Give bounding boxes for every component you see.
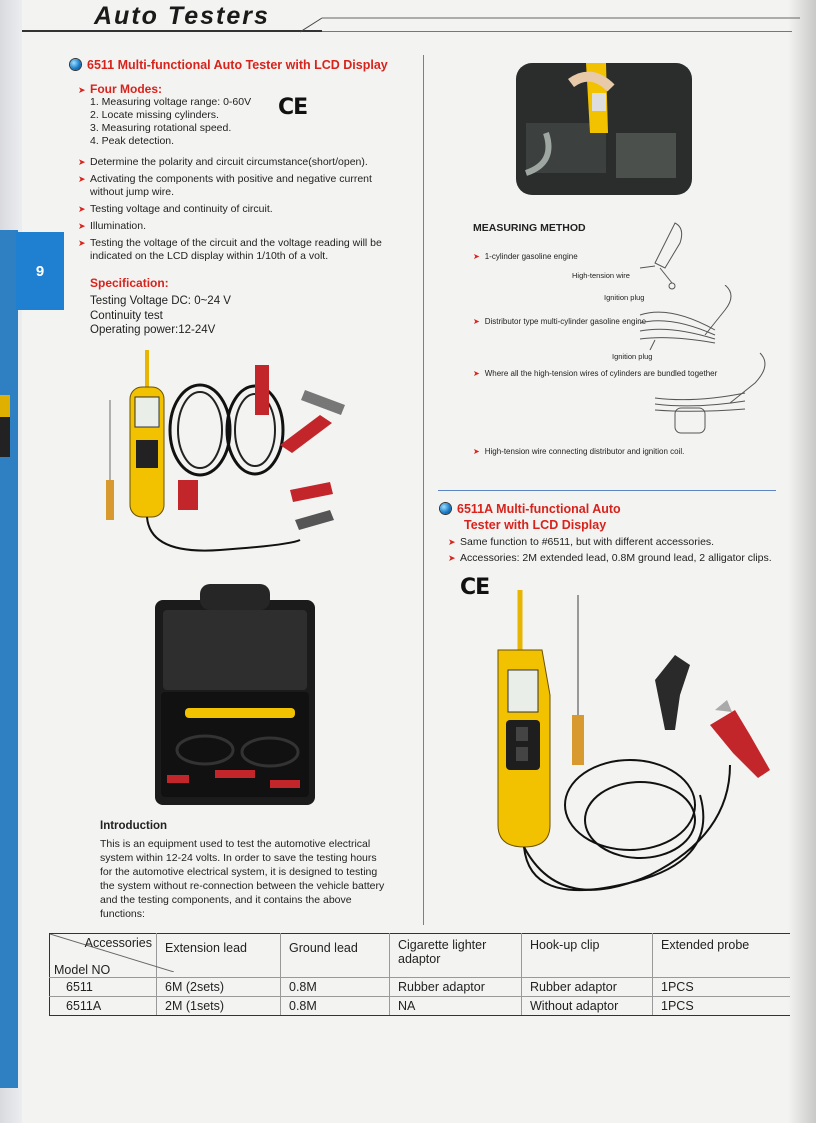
diagram-bundled-wires bbox=[650, 348, 775, 438]
product-6511a-title-line1: 6511A Multi-functional Auto bbox=[457, 502, 621, 516]
table-cell: 1PCS bbox=[653, 997, 791, 1016]
column-divider bbox=[423, 55, 424, 925]
triangle-bullet-icon: ➤ bbox=[78, 174, 86, 184]
feature-text: Illumination. bbox=[90, 220, 147, 232]
blue-dot-icon bbox=[70, 59, 81, 70]
table-cell: Without adaptor bbox=[522, 997, 653, 1016]
intro-text bbox=[100, 837, 384, 921]
method-text: 1-cylinder gasoline engine bbox=[484, 252, 578, 261]
product-6511a-title-line2: Tester with LCD Display bbox=[464, 518, 607, 532]
bullet-text: Accessories: 2M extended lead, 0.8M ground lead, 2 alligator clips. bbox=[460, 552, 772, 564]
feature-text: Testing voltage and continuity of circuit. bbox=[90, 203, 273, 215]
header-cell: Ground lead bbox=[281, 934, 390, 978]
table-cell: 0.8M bbox=[281, 997, 390, 1016]
bullet-item bbox=[448, 536, 772, 549]
section-divider bbox=[438, 490, 776, 491]
header-cell: Extended probe bbox=[653, 934, 791, 978]
intro-heading: Introduction bbox=[100, 820, 168, 832]
carry-case-photo bbox=[145, 580, 325, 810]
feature-item bbox=[78, 237, 408, 263]
intro-line: system within 12-24 volts. In order to save the testing hours bbox=[100, 852, 377, 864]
spec-line: Testing Voltage DC: 0~24 V bbox=[90, 295, 231, 307]
table-row bbox=[50, 978, 791, 997]
triangle-bullet-icon: ➤ bbox=[473, 252, 480, 261]
table-cell: 2M (1sets) bbox=[157, 997, 281, 1016]
header-cell: Cigarette lighter adaptor bbox=[390, 934, 522, 978]
triangle-bullet-icon: ➤ bbox=[473, 317, 480, 326]
tester-6511-photo bbox=[100, 345, 360, 570]
ce-mark: CE bbox=[278, 95, 308, 120]
triangle-bullet-icon: ➤ bbox=[78, 238, 86, 248]
intro-line: for the automotive electrical system, it is designed to testing bbox=[100, 866, 378, 878]
intro-line: and the testing components, and it contains the above bbox=[100, 894, 352, 906]
intro-line: functions: bbox=[100, 908, 145, 920]
measuring-method-heading: MEASURING METHOD bbox=[473, 222, 586, 234]
table-corner-cell bbox=[50, 934, 157, 978]
label-high-tension-wire: High-tension wire bbox=[572, 271, 630, 280]
table-cell: NA bbox=[390, 997, 522, 1016]
intro-line: the system without re-connection between the vehicle battery bbox=[100, 880, 385, 892]
product-6511-title: 6511 Multi-functional Auto Tester with LCD Display bbox=[87, 58, 388, 72]
spec-line: Continuity test bbox=[90, 309, 163, 322]
page-fold-shadow bbox=[788, 0, 816, 1123]
blue-dot-icon bbox=[440, 503, 451, 514]
corner-top-label: Accessories bbox=[84, 936, 152, 950]
table-cell: 6511A bbox=[50, 997, 157, 1016]
ce-mark: CE bbox=[460, 575, 490, 600]
feature-item bbox=[78, 203, 408, 216]
method-item bbox=[473, 252, 578, 261]
product-6511a-heading bbox=[440, 500, 621, 532]
table-cell: 6M (2sets) bbox=[157, 978, 281, 997]
page-number-tab: 9 bbox=[16, 232, 64, 310]
triangle-bullet-icon: ➤ bbox=[448, 537, 456, 547]
bullet-item bbox=[448, 552, 772, 565]
table-header-row bbox=[50, 934, 791, 978]
bullet-text: Same function to #6511, but with different accessories. bbox=[460, 536, 715, 548]
mode-item: 3. Measuring rotational speed. bbox=[90, 122, 232, 134]
feature-item bbox=[78, 220, 408, 233]
product-6511-heading bbox=[70, 56, 388, 74]
table-cell: 6511 bbox=[50, 978, 157, 997]
modes-list bbox=[90, 96, 251, 148]
engine-bay-photo bbox=[516, 63, 692, 195]
tester-6511a-photo bbox=[490, 585, 780, 915]
mode-item: 1. Measuring voltage range: 0-60V bbox=[90, 96, 252, 108]
triangle-bullet-icon: ➤ bbox=[448, 553, 456, 563]
triangle-bullet-icon: ➤ bbox=[473, 447, 480, 456]
method-item bbox=[473, 447, 684, 456]
header-rule bbox=[22, 30, 322, 32]
table-cell: Rubber adaptor bbox=[390, 978, 522, 997]
table-cell: 0.8M bbox=[281, 978, 390, 997]
label-ignition-plug: Ignition plug bbox=[612, 352, 653, 361]
spec-heading: Specification: bbox=[90, 276, 169, 290]
triangle-bullet-icon: ➤ bbox=[78, 85, 86, 95]
mode-item: 4. Peak detection. bbox=[90, 135, 175, 147]
method-text: Where all the high-tension wires of cylinders are bundled together bbox=[484, 369, 718, 378]
feature-item bbox=[78, 156, 408, 169]
spec-list bbox=[90, 294, 231, 338]
feature-text: Determine the polarity and circuit circumstance(short/open). bbox=[90, 156, 368, 168]
modes-heading-text: Four Modes: bbox=[90, 82, 162, 96]
feature-item bbox=[78, 173, 408, 199]
accessories-table bbox=[49, 933, 790, 1016]
label-ignition-plug: Ignition plug bbox=[604, 293, 645, 302]
intro-line: This is an equipment used to test the automotive electrical bbox=[100, 838, 371, 850]
triangle-bullet-icon: ➤ bbox=[78, 204, 86, 214]
black-side-mark bbox=[0, 417, 10, 457]
header-cell: Extension lead bbox=[157, 934, 281, 978]
header-slant-line bbox=[300, 14, 800, 34]
triangle-bullet-icon: ➤ bbox=[78, 157, 86, 167]
header-cell: Hook-up clip bbox=[522, 934, 653, 978]
spec-line: Operating power:12-24V bbox=[90, 324, 216, 336]
table-cell: Rubber adaptor bbox=[522, 978, 653, 997]
method-text: Distributor type multi-cylinder gasoline engine bbox=[484, 317, 647, 326]
features-list bbox=[78, 156, 408, 263]
product-6511a-bullets bbox=[448, 536, 772, 565]
table-row bbox=[50, 997, 791, 1016]
mode-item: 2. Locate missing cylinders. bbox=[90, 109, 219, 121]
feature-text: Testing the voltage of the circuit and the voltage reading will be indicated on the LCD display within 1/10th of a volt. bbox=[90, 237, 382, 262]
blue-side-strip bbox=[0, 230, 18, 1088]
triangle-bullet-icon: ➤ bbox=[473, 369, 480, 378]
method-item bbox=[473, 317, 646, 326]
diagram-distributor bbox=[635, 285, 745, 355]
corner-bottom-label: Model NO bbox=[54, 963, 111, 977]
page-title: Auto Testers bbox=[94, 2, 270, 30]
yellow-side-mark bbox=[0, 395, 10, 417]
triangle-bullet-icon: ➤ bbox=[78, 221, 86, 231]
method-text: High-tension wire connecting distributor and ignition coil. bbox=[484, 447, 685, 456]
feature-text: Activating the components with positive and negative current without jump wire. bbox=[90, 173, 372, 198]
table-cell: 1PCS bbox=[653, 978, 791, 997]
